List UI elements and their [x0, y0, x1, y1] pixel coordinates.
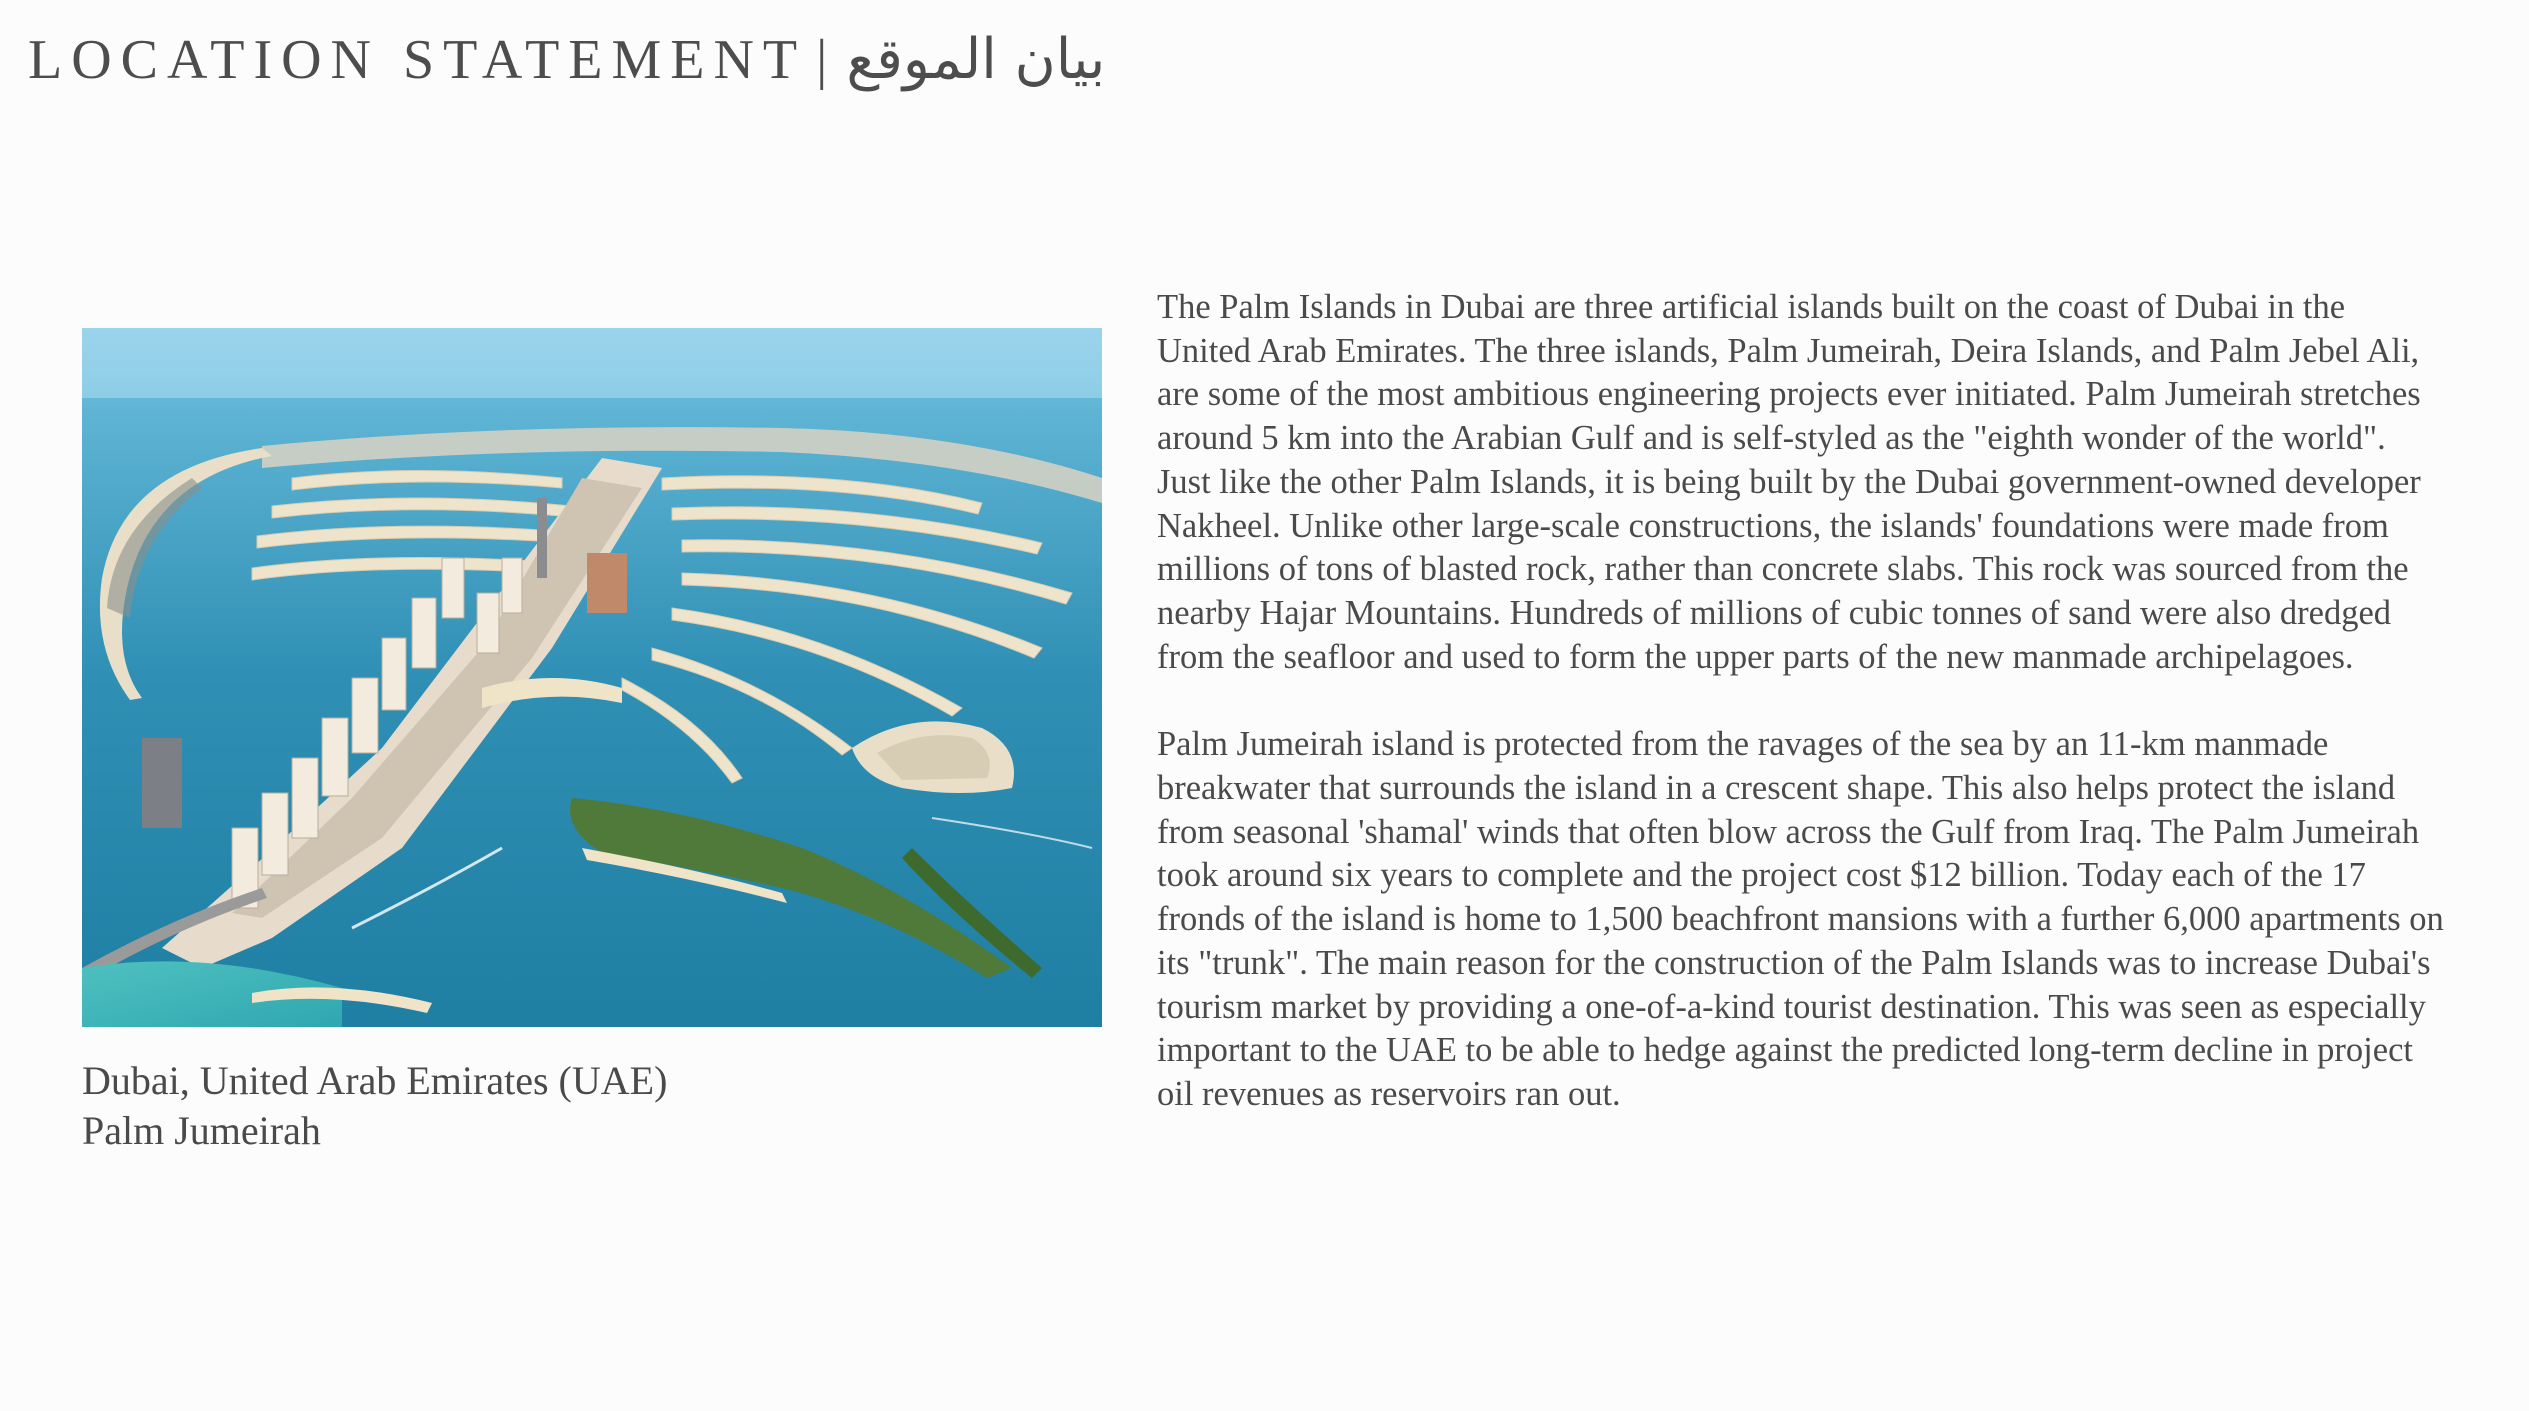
caption-location: Dubai, United Arab Emirates (UAE) [82, 1058, 668, 1103]
page-title [28, 22, 1105, 98]
caption-place: Palm Jumeirah [82, 1108, 321, 1153]
title-arabic: بيان الموقع [846, 27, 1106, 92]
description-paragraph-1: The Palm Islands in Dubai are three artificial islands built on the coast of Dubai in the United Arab Emirates. The three islands, Palm Jumeirah, Deira Islands, and Palm Jebel Ali, are some of the most ambitious engineering projects ever initiated. Palm Jumeirah stretches around 5 km into the Arabian Gulf and is self-styled as the "eighth wonder of the world". Just like the other Palm Islands, it is being built by the Dubai government-owned developer Nakheel. Unlike other large-scale constructions, the islands' foundations were made from millions of tons of blasted rock, rather than concrete slabs. This rock was sourced from the nearby Hajar Mountains. Hundreds of millions of cubic tonnes of sand were also dredged from the seafloor and used to form the upper parts of the new manmade archipelagoes. [1157, 288, 2421, 676]
location-description [1157, 286, 2447, 1161]
title-english: LOCATION STATEMENT [28, 29, 807, 91]
title-separator: | [816, 29, 837, 91]
palm-jumeirah-photo [82, 328, 1102, 1027]
description-paragraph-2: Palm Jumeirah island is protected from the ravages of the sea by an 11-km manmade breakwater that surrounds the island in a crescent shape. This also helps protect the island from seasonal 'shamal' winds that often blow across the Gulf from Iraq. The Palm Jumeirah took around six years to complete and the project cost $12 billion. Today each of the 17 fronds of the island is home to 1,500 beachfront mansions with a further 6,000 apartments on its "trunk". The main reason for the construction of the Palm Islands was to increase Dubai's tourism market by providing a one-of-a-kind tourist destination. This was seen as especially important to the UAE to be able to hedge against the predicted long-term decline in project oil revenues as reservoirs ran out. [1157, 725, 2444, 1113]
photo-caption [82, 1056, 667, 1156]
